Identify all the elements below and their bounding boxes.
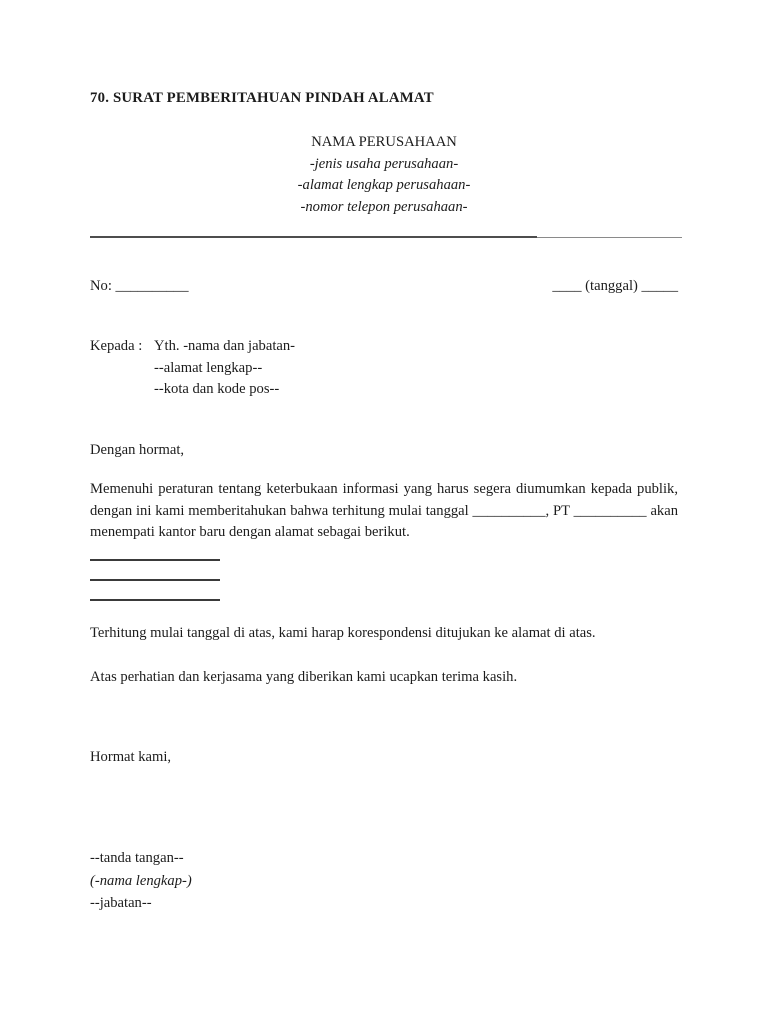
address-blank-line-1: [90, 559, 220, 561]
signer-name-placeholder: (-nama lengkap-): [90, 872, 192, 889]
letter-date-line: ____ (tanggal) _____: [552, 278, 678, 294]
body-paragraph-3: Atas perhatian dan kerjasama yang diberikan kami ucapkan terima kasih.: [90, 669, 518, 685]
letterhead-divider: [90, 236, 682, 238]
business-type-placeholder: -jenis usaha perusahaan-: [309, 155, 459, 172]
signer-position-placeholder: --jabatan--: [90, 895, 152, 911]
company-address-placeholder: -alamat lengkap perusahaan-: [297, 177, 471, 193]
letterhead: [90, 132, 678, 218]
reference-row: [90, 276, 678, 298]
divider-thick-segment: [90, 236, 537, 238]
recipient-name-placeholder: Yth. -nama dan jabatan-: [154, 338, 296, 354]
salutation: Dengan hormat,: [90, 442, 185, 458]
company-name-placeholder: NAMA PERUSAHAAN: [311, 134, 457, 150]
recipient-city-placeholder: --kota dan kode pos--: [154, 381, 280, 397]
company-phone-placeholder: -nomor telepon perusahaan-: [300, 198, 468, 215]
closing-label: Hormat kami,: [90, 749, 172, 765]
recipient-row-1: [90, 336, 678, 358]
letter-number-line: No: __________: [90, 278, 189, 294]
signature-block: [90, 847, 192, 915]
divider-thin-segment: [537, 237, 682, 238]
address-blank-line-2: [90, 579, 220, 581]
document-title: 70. SURAT PEMBERITAHUAN PINDAH ALAMAT: [90, 90, 434, 106]
signature-placeholder: --tanda tangan--: [90, 850, 184, 866]
body-paragraph-1: Memenuhi peraturan tentang keterbukaan informasi yang harus segera diumumkan kepada publik, dengan ini kami memberitahukan bahwa terhitung mulai tanggal __________, PT __________ akan menempati kantor baru dengan alamat sebagai berikut.: [90, 481, 678, 540]
recipient-label: Kepada :: [90, 338, 143, 354]
body-paragraph-2: Terhitung mulai tanggal di atas, kami harap korespondensi ditujukan ke alamat di atas.: [90, 625, 596, 641]
recipient-block: [90, 336, 678, 401]
recipient-address-placeholder: --alamat lengkap--: [154, 359, 263, 376]
address-blank-line-3: [90, 599, 220, 601]
